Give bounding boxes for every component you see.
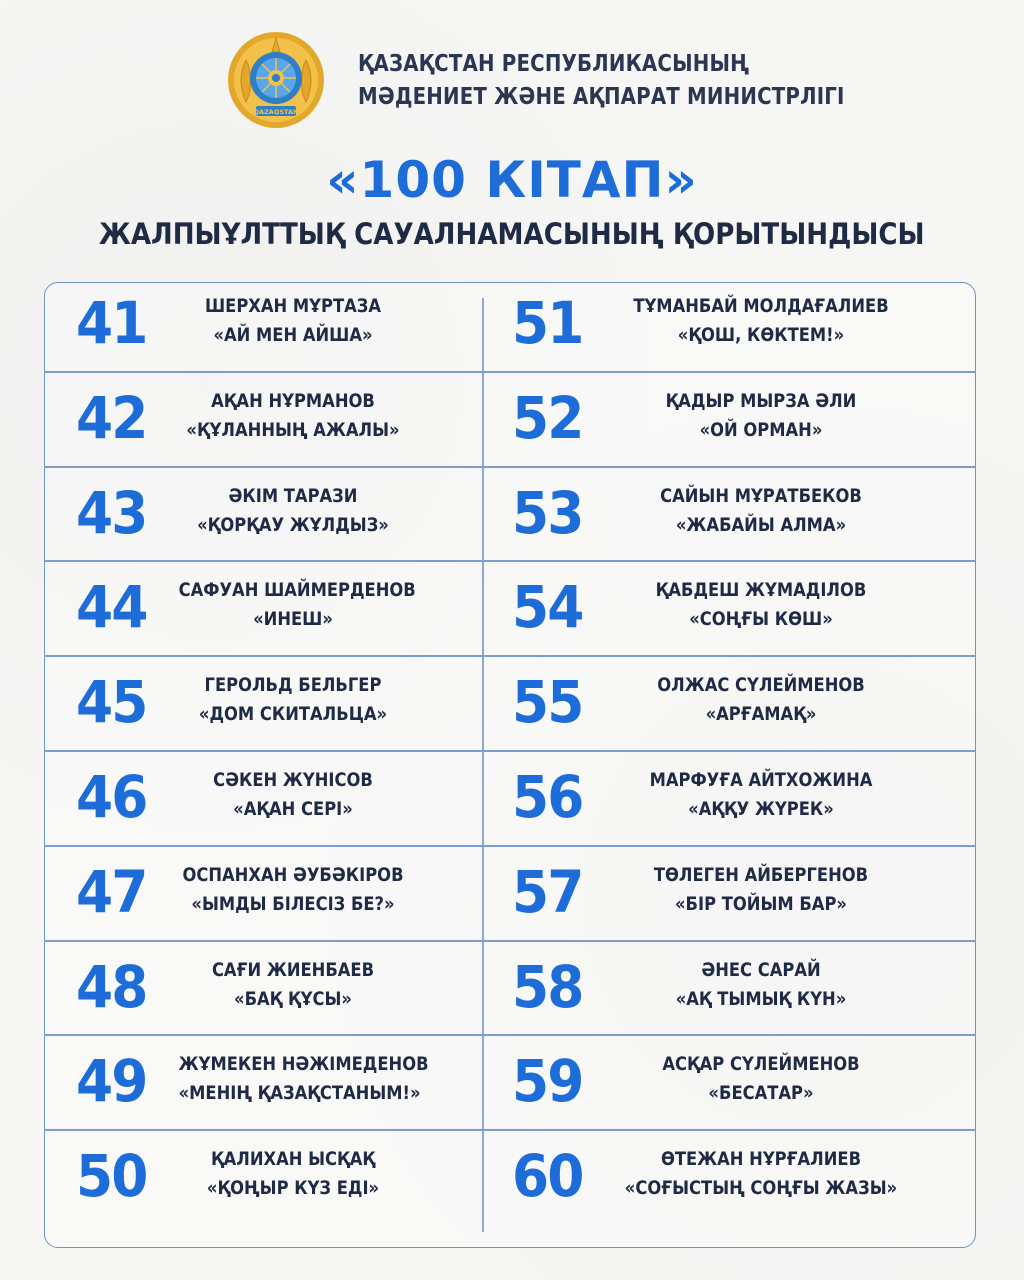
entry-number: 49 — [76, 1047, 147, 1115]
entry-number: 59 — [512, 1047, 583, 1115]
book-title: «БІР ТОЙЫМ БАР» — [675, 893, 847, 915]
entry-number: 46 — [76, 763, 147, 831]
book-entry — [0, 560, 1024, 654]
entry-text — [596, 766, 926, 824]
author-name: ӘКІМ ТАРАЗИ — [228, 485, 358, 507]
entry-text — [596, 387, 926, 445]
book-title: «АҚАН СЕРІ» — [233, 798, 353, 820]
author-name: ҚАЛИХАН ЫСҚАҚ — [210, 1148, 376, 1170]
author-name: ҚАДЫР МЫРЗА ӘЛИ — [665, 390, 857, 412]
ministry-line-2: МӘДЕНИЕТ ЖӘНЕ АҚПАРАТ МИНИСТРЛІГІ — [358, 84, 845, 110]
entry-number: 53 — [512, 479, 583, 547]
book-entry — [0, 276, 1024, 370]
ministry-name — [358, 48, 845, 114]
entry-number: 56 — [512, 763, 583, 831]
book-title: «БАҚ ҚҰСЫ» — [234, 988, 352, 1010]
entry-text — [596, 482, 926, 540]
author-name: ШЕРХАН МҰРТАЗА — [204, 295, 382, 317]
book-title: «ОЙ ОРМАН» — [699, 419, 823, 441]
book-title: «БЕСАТАР» — [708, 1082, 814, 1104]
book-entry — [0, 466, 1024, 560]
entry-number: 51 — [512, 289, 583, 357]
entry-number: 42 — [76, 384, 147, 452]
book-title: «МЕНІҢ ҚАЗАҚСТАНЫМ!» — [178, 1082, 421, 1104]
entry-text — [596, 861, 926, 919]
author-name: АСҚАР СҮЛЕЙМЕНОВ — [662, 1053, 860, 1075]
book-title: «ИНЕШ» — [253, 608, 333, 630]
entry-number: 52 — [512, 384, 583, 452]
entry-text — [596, 671, 926, 729]
book-entry — [0, 845, 1024, 939]
book-title: «ҚОШ, КӨКТЕМ!» — [677, 324, 845, 346]
entry-text — [596, 576, 926, 634]
author-name: САФУАН ШАЙМЕРДЕНОВ — [178, 579, 416, 601]
entry-number: 48 — [76, 953, 147, 1021]
book-entry — [0, 371, 1024, 465]
author-name: ӘНЕС САРАЙ — [701, 959, 821, 981]
entry-text — [596, 1145, 926, 1203]
entry-number: 55 — [512, 668, 583, 736]
book-title: «ЫМДЫ БІЛЕСІЗ БЕ?» — [191, 893, 395, 915]
author-name: ӨТЕЖАН НҰРҒАЛИЕВ — [660, 1148, 862, 1170]
entry-number: 60 — [512, 1142, 583, 1210]
entry-text — [596, 956, 926, 1014]
author-name: ҚАБДЕШ ЖҰМАДІЛОВ — [655, 579, 867, 601]
book-title: «АЙ МЕН АЙША» — [213, 324, 373, 346]
emblem-inscription: QAZAQSTAN — [253, 108, 299, 116]
book-title: «АҚҚУ ЖҮРЕК» — [688, 798, 834, 820]
entry-number: 54 — [512, 573, 583, 641]
author-name: ТҰМАНБАЙ МОЛДАҒАЛИЕВ — [633, 295, 889, 317]
author-name: САҒИ ЖИЕНБАЕВ — [211, 959, 375, 981]
book-title: «ДОМ СКИТАЛЬЦА» — [198, 703, 388, 725]
book-title: «ҚОРҚАУ ЖҰЛДЫЗ» — [197, 514, 389, 536]
book-entry — [0, 750, 1024, 844]
entry-number: 50 — [76, 1142, 147, 1210]
book-title: «ҚОҢЫР КҮЗ ЕДІ» — [206, 1177, 380, 1199]
page-title: «100 КІТАП» — [326, 151, 698, 209]
book-title: «АҚ ТЫМЫҚ КҮН» — [675, 988, 847, 1010]
ministry-line-1: ҚАЗАҚСТАН РЕСПУБЛИКАСЫНЫҢ — [358, 51, 750, 77]
entry-text — [596, 292, 926, 350]
author-name: ТӨЛЕГЕН АЙБЕРГЕНОВ — [653, 864, 869, 886]
entry-number: 58 — [512, 953, 583, 1021]
author-name: САЙЫН МҰРАТБЕКОВ — [660, 485, 862, 507]
book-title: «СОҒЫСТЫҢ СОҢҒЫ ЖАЗЫ» — [624, 1177, 898, 1199]
author-name: СӘКЕН ЖҮНІСОВ — [213, 769, 373, 791]
state-emblem-icon — [226, 30, 326, 130]
book-entry — [0, 655, 1024, 749]
author-name: МАРФУҒА АЙТХОЖИНА — [649, 769, 873, 791]
book-title: «ҚҰЛАННЫҢ АЖАЛЫ» — [186, 419, 400, 441]
author-name: АҚАН НҰРМАНОВ — [211, 390, 375, 412]
entry-number: 44 — [76, 573, 147, 641]
author-name: ОЛЖАС СҮЛЕЙМЕНОВ — [657, 674, 865, 696]
author-name: ЖҰМЕКЕН НӘЖІМЕДЕНОВ — [178, 1053, 429, 1075]
entry-number: 47 — [76, 858, 147, 926]
book-title: «АРҒАМАҚ» — [705, 703, 817, 725]
author-name: ОСПАНХАН ӘУБӘКІРОВ — [182, 864, 404, 886]
book-entry — [0, 1129, 1024, 1223]
book-title: «СОҢҒЫ КӨШ» — [689, 608, 833, 630]
book-entry — [0, 1034, 1024, 1128]
author-name: ГЕРОЛЬД БЕЛЬГЕР — [204, 674, 382, 696]
entry-text — [596, 1050, 926, 1108]
book-entry — [0, 940, 1024, 1034]
book-title: «ЖАБАЙЫ АЛМА» — [675, 514, 847, 536]
entry-number: 43 — [76, 479, 147, 547]
page-subtitle: ЖАЛПЫҰЛТТЫҚ САУАЛНАМАСЫНЫҢ ҚОРЫТЫНДЫСЫ — [99, 217, 925, 251]
entry-number: 41 — [76, 289, 147, 357]
entry-number: 57 — [512, 858, 583, 926]
entry-number: 45 — [76, 668, 147, 736]
